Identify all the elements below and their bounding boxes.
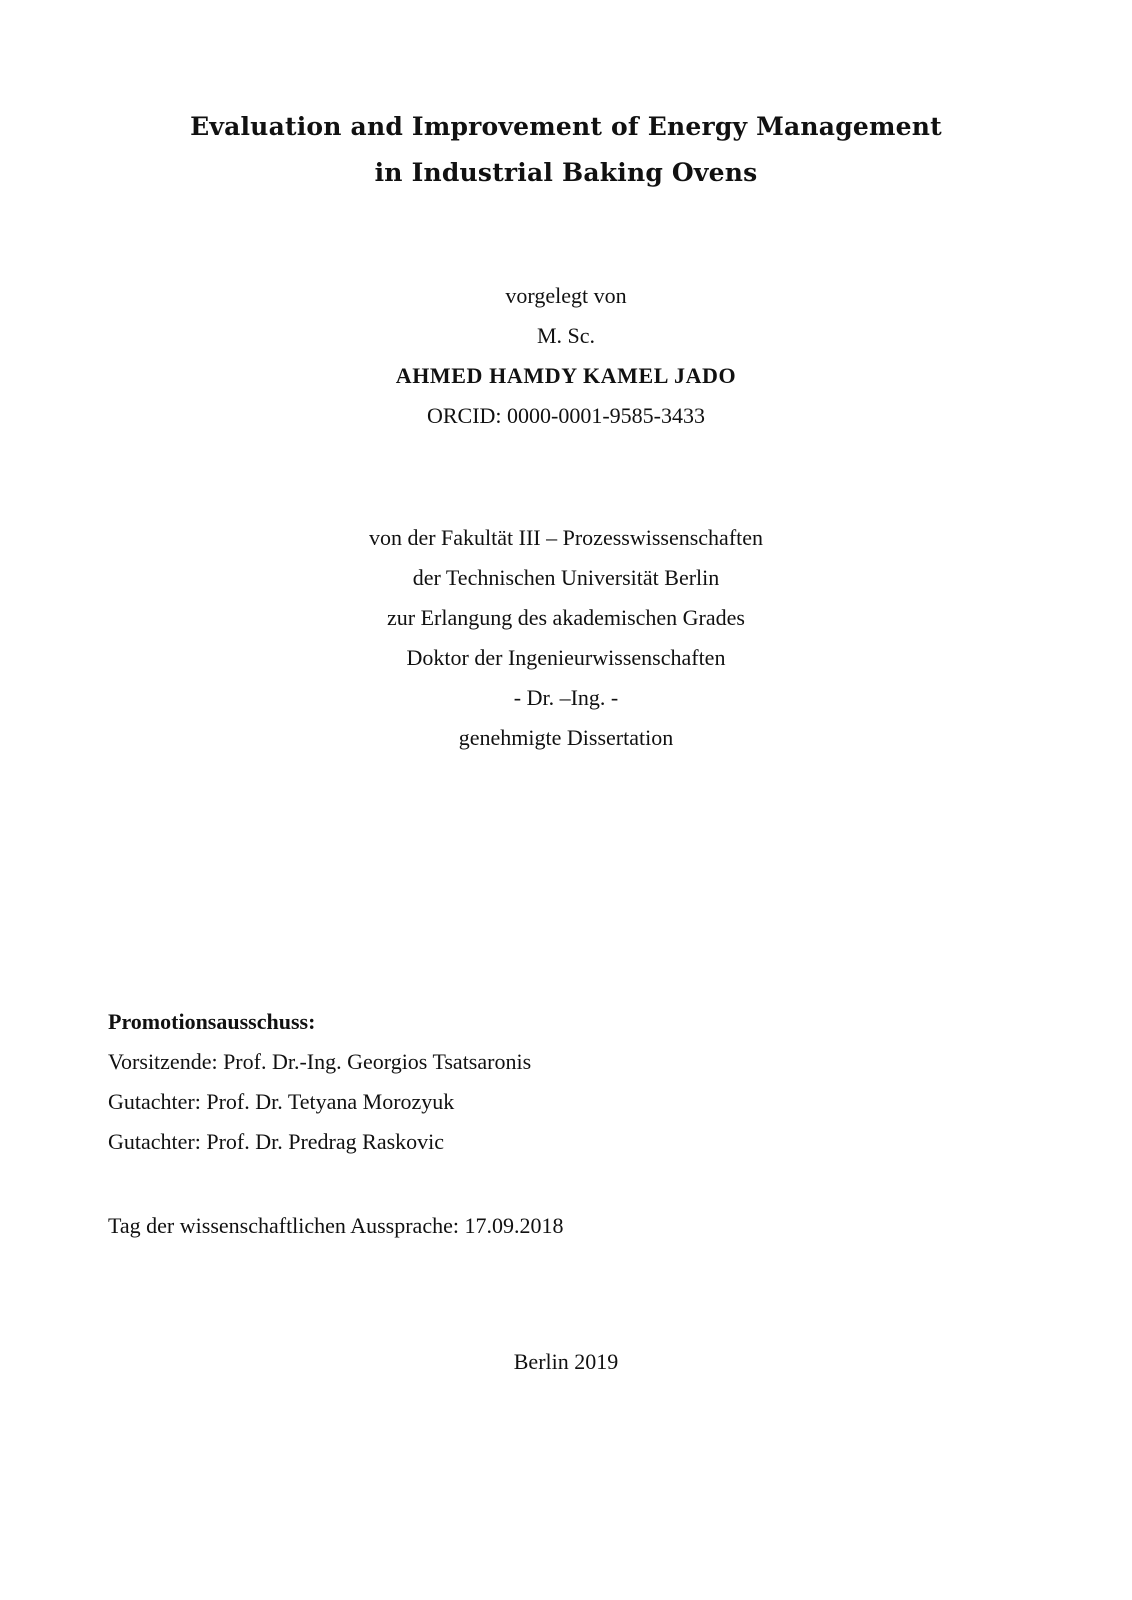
degree-purpose-line: zur Erlangung des akademischen Grades bbox=[387, 605, 745, 630]
title-line-1: Evaluation and Improvement of Energy Management bbox=[190, 112, 942, 141]
place-year: Berlin 2019 bbox=[513, 1349, 619, 1374]
committee-reviewer-2: Gutachter: Prof. Dr. Predrag Raskovic bbox=[108, 1129, 445, 1154]
author-block bbox=[0, 276, 1132, 436]
committee-reviewer-1: Gutachter: Prof. Dr. Tetyana Morozyuk bbox=[108, 1089, 455, 1114]
faculty-line: von der Fakultät III – Prozesswissenschaften bbox=[368, 525, 764, 550]
title-line-2: in Industrial Baking Ovens bbox=[374, 158, 758, 187]
dissertation-title bbox=[0, 104, 1132, 196]
defense-date: Tag der wissenschaftlichen Aussprache: 17.09.2018 bbox=[108, 1213, 564, 1238]
degree-name-line: Doktor der Ingenieurwissenschaften bbox=[406, 645, 726, 670]
author-degree: M. Sc. bbox=[536, 323, 596, 348]
author-name: AHMED HAMDY KAMEL JADO bbox=[395, 363, 737, 388]
committee-heading: Promotionsausschuss: bbox=[108, 1009, 316, 1034]
committee-block bbox=[108, 1002, 1008, 1162]
submitted-by: vorgelegt von bbox=[505, 283, 627, 308]
committee-chair: Vorsitzende: Prof. Dr.-Ing. Georgios Tsatsaronis bbox=[108, 1049, 532, 1074]
author-orcid: ORCID: 0000-0001-9585-3433 bbox=[426, 403, 706, 428]
degree-abbreviation-line: - Dr. –Ing. - bbox=[513, 685, 619, 710]
faculty-block bbox=[0, 518, 1132, 758]
dissertation-approval-line: genehmigte Dissertation bbox=[458, 725, 674, 750]
university-line: der Technischen Universität Berlin bbox=[412, 565, 720, 590]
